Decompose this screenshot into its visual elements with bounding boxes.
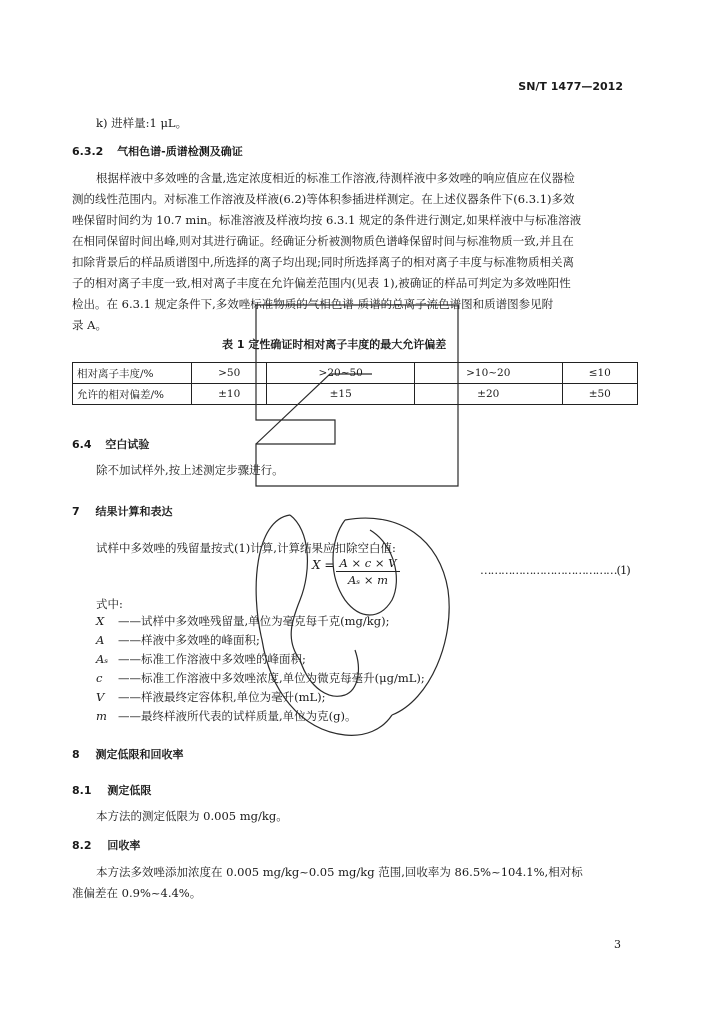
formula-lhs: X = [312,558,335,572]
section-heading-6-3-2 [72,143,243,159]
section-title: 测定低限 [107,784,152,797]
variable-item [96,613,389,629]
table-cell: ±15 [267,384,415,405]
formula-fraction [336,556,400,587]
section-number: 7 [72,505,80,518]
table-cell: >50 [192,363,267,384]
section-heading-8-2 [72,837,140,853]
section-number: 8.2 [72,839,92,852]
variable-desc: ——标准工作溶液中多效唑浓度,单位为微克每毫升(μg/mL); [118,671,425,685]
table-cell: ±50 [562,384,637,405]
formula-number: …………………………………(1) [480,563,630,577]
section-number: 8.1 [72,784,92,797]
variable-desc: ——样液最终定容体积,单位为毫升(mL); [118,690,326,704]
paragraph-line: 测的线性范围内。对标准工作溶液及样液(6.2)等体积参插进样测定。在上述仪器条件下(6.3.1)多效 [72,192,575,206]
where-label: 式中: [96,597,123,611]
variable-item [96,708,357,724]
variable-symbol: Aₛ [96,652,109,666]
paragraph-6-3-2 [72,168,638,336]
paragraph-line: 准偏差在 0.9%~4.4%。 [72,886,202,900]
paragraph-line: 根据样液中多效唑的含量,选定浓度相近的标准工作溶液,待测样液中多效唑的响应值应在仪器检 [96,171,575,185]
table-cell: ±20 [414,384,562,405]
section-title: 空白试验 [105,438,150,451]
paragraph-6-4: 除不加试样外,按上述测定步骤进行。 [96,463,284,477]
variable-desc: ——标准工作溶液中多效唑的峰面积; [118,652,306,666]
section-title: 测定低限和回收率 [95,748,184,761]
variable-item [96,689,326,705]
paragraph-line: 在相同保留时间出峰,则对其进行确证。经确证分析被测物质色谱峰保留时间与标准物质一致,并且在 [72,234,574,248]
paragraph-8-2 [72,862,638,904]
table-row-label: 相对离子丰度/% [73,363,192,384]
variable-desc: ——最终样液所代表的试样质量,单位为克(g)。 [118,709,357,723]
section-title: 回收率 [107,839,141,852]
variable-symbol: X [96,614,105,628]
list-item-k: k) 进样量:1 μL。 [96,116,188,130]
variable-item [96,670,425,686]
variable-desc: ——样液中多效唑的峰面积; [118,633,260,647]
variable-symbol: A [96,633,105,647]
table-row-label: 允许的相对偏差/% [73,384,192,405]
watermark-curve-inner [290,515,307,660]
section-number: 6.4 [72,438,92,451]
variable-symbol: c [96,671,103,685]
variable-item [96,651,306,667]
section-heading-7 [72,503,173,519]
section-number: 8 [72,748,80,761]
section-number: 6.3.2 [72,145,104,158]
variable-symbol: m [96,709,107,723]
section-heading-8 [72,746,184,762]
paragraph-7-intro: 试样中多效唑的残留量按式(1)计算,计算结果应扣除空白值: [96,541,396,555]
table-caption: 表 1 定性确证时相对离子丰度的最大允许偏差 [222,338,447,351]
formula-denominator: Aₛ × m [347,573,389,587]
paragraph-line: 录 A。 [72,318,107,332]
paragraph-line: 扣除背景后的样品质谱图中,所选择的离子均出现;同时所选择离子的相对离子丰度与标准物质相关离 [72,255,575,269]
paragraph-line: 检出。在 6.3.1 规定条件下,多效唑标准物质的气相色谱-质谱的总离子流色谱图和质谱图参见附 [72,297,554,311]
paragraph-8-1: 本方法的测定低限为 0.005 mg/kg。 [96,809,288,823]
section-title: 气相色谱-质谱检测及确证 [117,145,243,158]
table-cell: >10~20 [414,363,562,384]
table-1 [72,362,638,405]
variable-symbol: V [96,690,105,704]
section-heading-6-4 [72,436,149,452]
section-title: 结果计算和表达 [95,505,173,518]
table-row [73,384,638,405]
doc-code: SN/T 1477—2012 [518,80,623,93]
variable-desc: ——试样中多效唑残留量,单位为毫克每千克(mg/kg); [118,614,390,628]
variable-item [96,632,260,648]
page-number: 3 [614,938,621,951]
paragraph-line: 唑保留时间约为 10.7 min。标准溶液及样液均按 6.3.1 规定的条件进行测定,如果样液中与标准溶液 [72,213,582,227]
table-cell: ±10 [192,384,267,405]
section-heading-8-1 [72,782,151,798]
table-cell: ≤10 [562,363,637,384]
table-row [73,363,638,384]
paragraph-line: 子的相对离子丰度一致,相对离子丰度在允许偏差范围内(见表 1),被确证的样品可判定为多效唑阳性 [72,276,571,290]
paragraph-line: 本方法多效唑添加浓度在 0.005 mg/kg~0.05 mg/kg 范围,回收率为 86.5%~104.1%,相对标 [96,865,583,879]
formula-numerator: A × c × V [336,556,400,572]
table-cell: >20~50 [267,363,415,384]
